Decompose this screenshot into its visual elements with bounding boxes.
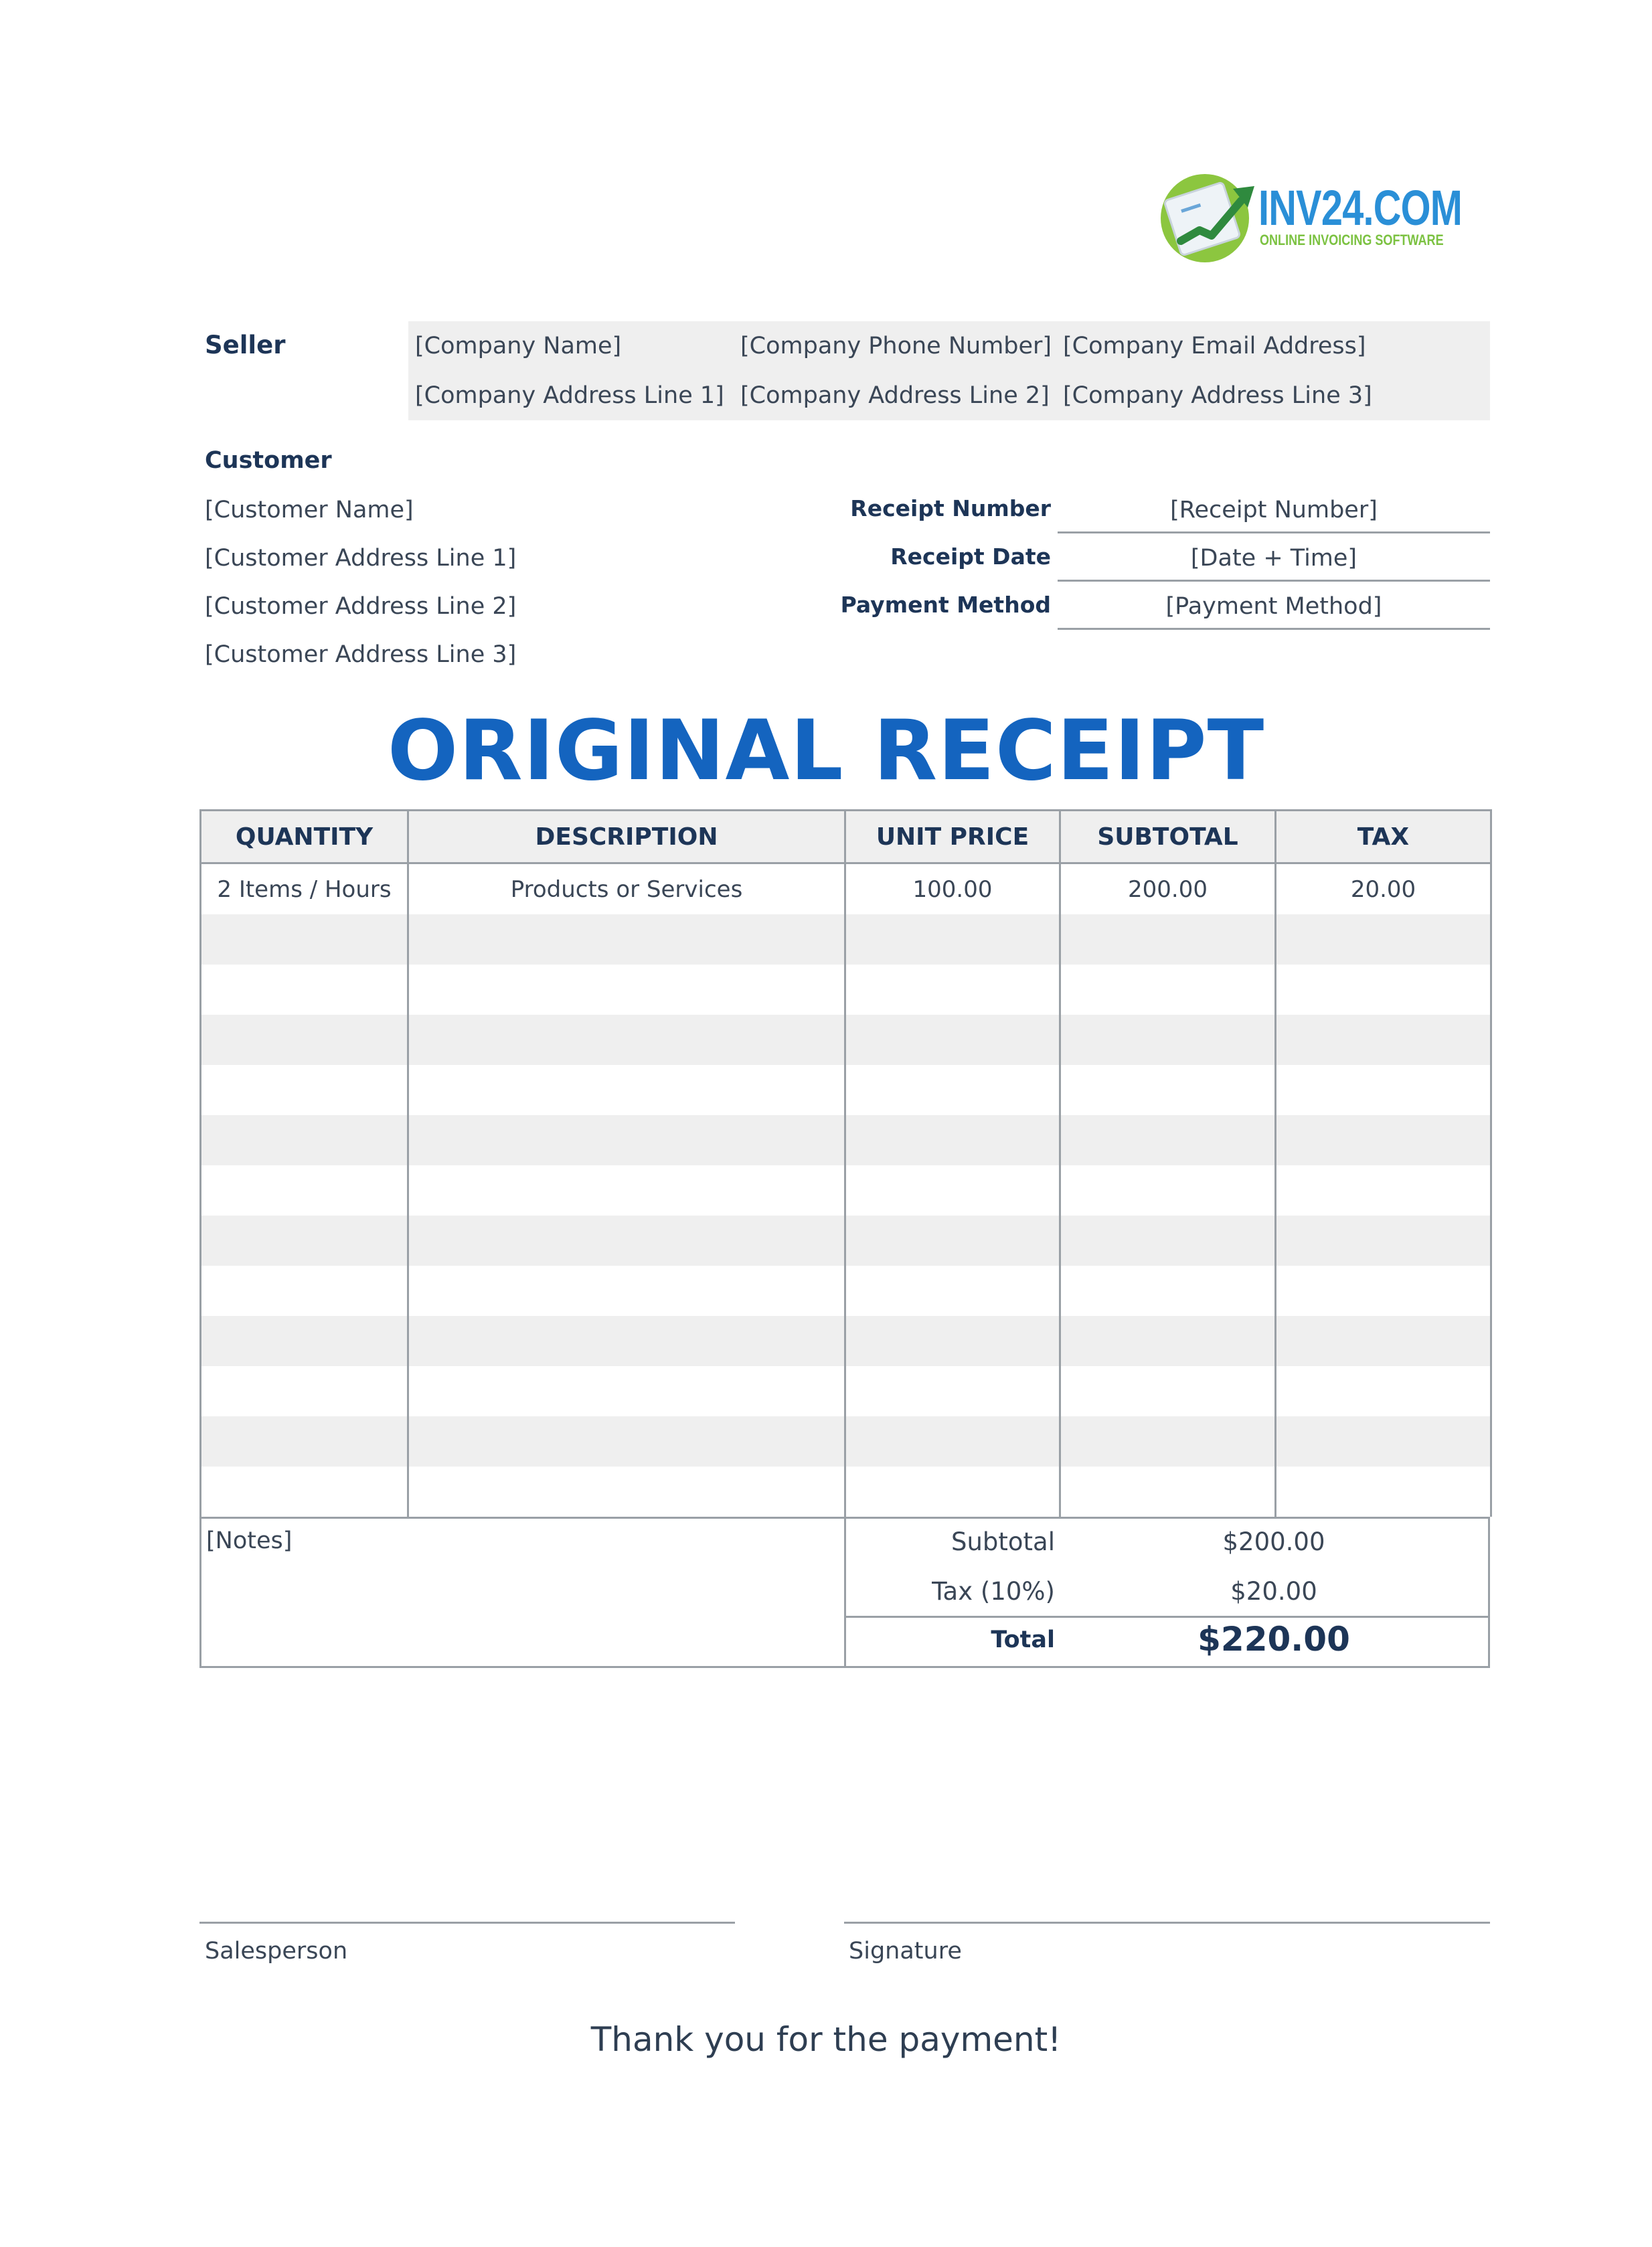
cell-unit-price	[845, 1115, 1060, 1165]
company-email: [Company Email Address]	[1063, 333, 1366, 359]
cell-description: Products or Services	[408, 863, 845, 915]
subtotal-value: $200.00	[1222, 1527, 1325, 1556]
total-label: Total	[991, 1627, 1055, 1653]
salesperson-line	[199, 1922, 735, 1924]
logo-tagline: ONLINE INVOICING SOFTWARE	[1260, 232, 1444, 248]
tax-label: Tax (10%)	[932, 1577, 1055, 1606]
company-address-2: [Company Address Line 2]	[740, 382, 1050, 409]
header-description: DESCRIPTION	[408, 811, 845, 863]
table-row	[201, 1316, 1491, 1366]
cell-unit-price	[845, 1165, 1060, 1216]
cell-description	[408, 1416, 845, 1467]
cell-unit-price	[845, 914, 1060, 965]
cell-unit-price	[845, 1467, 1060, 1517]
seller-label: Seller	[205, 331, 286, 359]
subtotal-label: Subtotal	[951, 1527, 1055, 1556]
payment-method-label: Payment Method	[840, 592, 1051, 618]
customer-address-2: [Customer Address Line 2]	[205, 593, 517, 620]
cell-subtotal	[1060, 1216, 1276, 1266]
cell-quantity	[201, 1115, 408, 1165]
table-row	[201, 1165, 1491, 1216]
cell-description	[408, 1316, 845, 1366]
table-row	[201, 1115, 1491, 1165]
cell-tax	[1276, 1266, 1491, 1316]
cell-quantity: 2 Items / Hours	[201, 863, 408, 915]
cell-subtotal	[1060, 1316, 1276, 1366]
cell-description	[408, 1366, 845, 1416]
cell-unit-price	[845, 1015, 1060, 1065]
cell-unit-price	[845, 1366, 1060, 1416]
table-row	[201, 1416, 1491, 1467]
table-row	[201, 1216, 1491, 1266]
table-row	[201, 1065, 1491, 1115]
receipt-number-label: Receipt Number	[850, 495, 1051, 521]
cell-description	[408, 965, 845, 1015]
cell-unit-price	[845, 1065, 1060, 1115]
cell-tax	[1276, 1216, 1491, 1266]
receipt-date-value: [Date + Time]	[1058, 545, 1490, 582]
cell-quantity	[201, 1467, 408, 1517]
cell-subtotal	[1060, 1467, 1276, 1517]
cell-quantity	[201, 1165, 408, 1216]
table-header-row	[201, 811, 1491, 863]
table-row	[201, 914, 1491, 965]
items-table	[199, 809, 1490, 1517]
company-address-3: [Company Address Line 3]	[1063, 382, 1372, 409]
thank-you-message: Thank you for the payment!	[590, 2020, 1062, 2059]
header-tax: TAX	[1276, 811, 1491, 863]
cell-unit-price	[845, 1316, 1060, 1366]
cell-quantity	[201, 1416, 408, 1467]
cell-tax	[1276, 965, 1491, 1015]
cell-subtotal	[1060, 1266, 1276, 1316]
customer-label: Customer	[205, 447, 332, 474]
header-unit-price: UNIT PRICE	[845, 811, 1060, 863]
table-row	[201, 965, 1491, 1015]
cell-quantity	[201, 1266, 408, 1316]
signature-line	[844, 1922, 1490, 1924]
cell-tax	[1276, 1065, 1491, 1115]
cell-quantity	[201, 1065, 408, 1115]
table-row	[201, 1467, 1491, 1517]
cell-description	[408, 1216, 845, 1266]
cell-subtotal	[1060, 1065, 1276, 1115]
notes: [Notes]	[206, 1527, 293, 1554]
customer-address-3: [Customer Address Line 3]	[205, 641, 517, 668]
total-separator	[844, 1616, 1490, 1618]
cell-description	[408, 1115, 845, 1165]
summary-divider	[844, 1517, 846, 1668]
table-row	[201, 1266, 1491, 1316]
cell-description	[408, 1015, 845, 1065]
table-row	[201, 1366, 1491, 1416]
cell-tax	[1276, 1467, 1491, 1517]
cell-unit-price	[845, 1216, 1060, 1266]
cell-quantity	[201, 965, 408, 1015]
cell-quantity	[201, 1015, 408, 1065]
cell-quantity	[201, 914, 408, 965]
company-name: [Company Name]	[415, 333, 622, 359]
cell-subtotal	[1060, 1015, 1276, 1065]
cell-description	[408, 1266, 845, 1316]
customer-name: [Customer Name]	[205, 497, 414, 523]
cell-quantity	[201, 1216, 408, 1266]
tax-value: $20.00	[1230, 1577, 1317, 1606]
cell-description	[408, 914, 845, 965]
customer-address-1: [Customer Address Line 1]	[205, 545, 517, 572]
cell-tax	[1276, 914, 1491, 965]
total-value: $220.00	[1197, 1620, 1350, 1659]
cell-subtotal	[1060, 1416, 1276, 1467]
company-phone: [Company Phone Number]	[740, 333, 1052, 359]
receipt-date-label: Receipt Date	[890, 544, 1051, 570]
logo-name: INV24.COM	[1258, 180, 1463, 236]
cell-tax	[1276, 1416, 1491, 1467]
receipt-title: ORIGINAL RECEIPT	[387, 703, 1265, 799]
table-row	[201, 863, 1491, 915]
header-subtotal: SUBTOTAL	[1060, 811, 1276, 863]
receipt-number-value: [Receipt Number]	[1058, 497, 1490, 533]
signature-label: Signature	[849, 1938, 962, 1965]
cell-quantity	[201, 1366, 408, 1416]
cell-tax: 20.00	[1276, 863, 1491, 915]
chart-arrow-icon	[1154, 166, 1268, 266]
salesperson-label: Salesperson	[205, 1938, 348, 1965]
cell-tax	[1276, 1316, 1491, 1366]
header-quantity: QUANTITY	[201, 811, 408, 863]
company-address-1: [Company Address Line 1]	[415, 382, 724, 409]
cell-subtotal	[1060, 1115, 1276, 1165]
cell-subtotal	[1060, 965, 1276, 1015]
cell-unit-price: 100.00	[845, 863, 1060, 915]
cell-subtotal: 200.00	[1060, 863, 1276, 915]
cell-tax	[1276, 1015, 1491, 1065]
cell-unit-price	[845, 1266, 1060, 1316]
cell-unit-price	[845, 965, 1060, 1015]
cell-subtotal	[1060, 1165, 1276, 1216]
cell-description	[408, 1065, 845, 1115]
cell-subtotal	[1060, 1366, 1276, 1416]
cell-quantity	[201, 1316, 408, 1366]
cell-tax	[1276, 1366, 1491, 1416]
cell-description	[408, 1165, 845, 1216]
cell-subtotal	[1060, 914, 1276, 965]
payment-method-value: [Payment Method]	[1058, 593, 1490, 630]
cell-unit-price	[845, 1416, 1060, 1467]
cell-description	[408, 1467, 845, 1517]
table-row	[201, 1015, 1491, 1065]
cell-tax	[1276, 1115, 1491, 1165]
cell-tax	[1276, 1165, 1491, 1216]
